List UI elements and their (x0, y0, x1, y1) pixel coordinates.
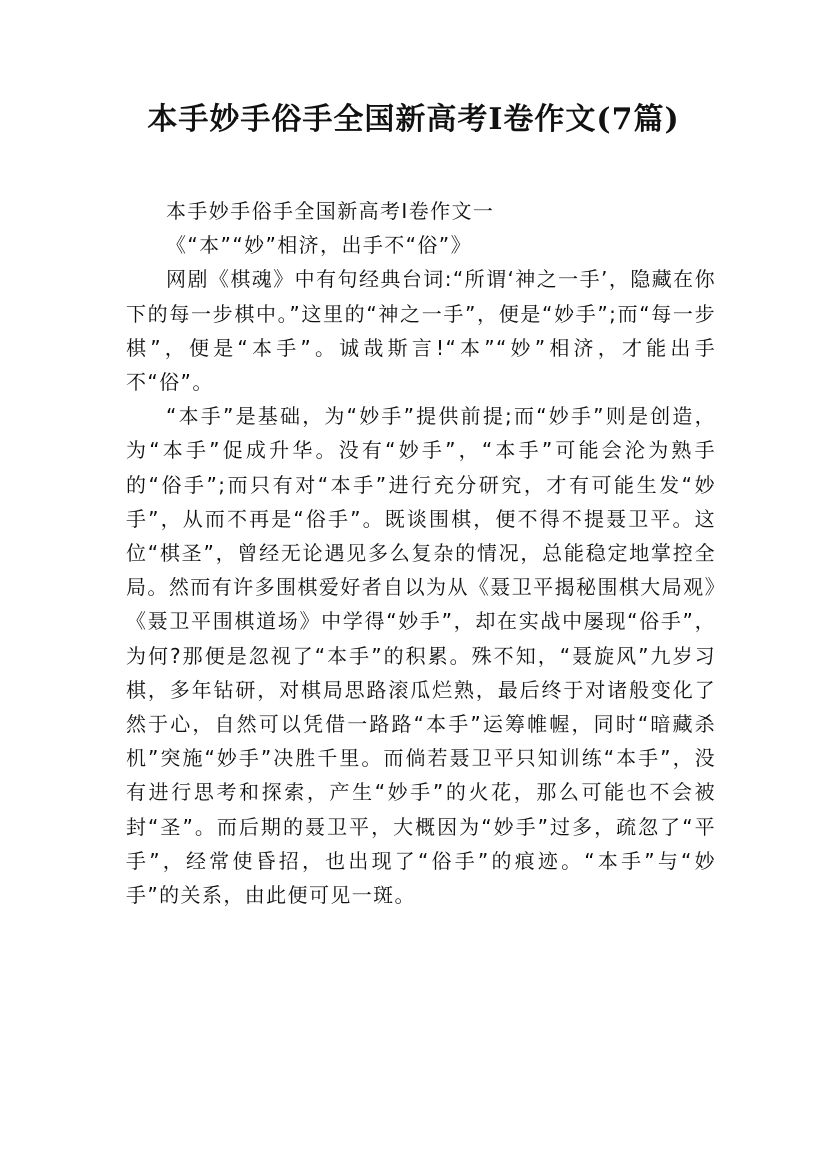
document-body (126, 194, 716, 912)
paragraph-1: 网剧《棋魂》中有句经典台词:“所谓‘神之一手’，隐藏在你下的每一步棋中。”这里的“神之一手”，便是“妙手”;而“每一步棋”，便是“本手”。诚哉斯言!“本”“妙”相济，才能出手不“俗”。 (126, 267, 716, 395)
paragraph-2: “本手”是基础，为“妙手”提供前提;而“妙手”则是创造，为“本手”促成升华。没有“妙手”，“本手”可能会沦为熟手的“俗手”;而只有对“本手”进行充分研究，才有可能生发“妙手”，从而不再是“俗手”。既谈围棋，便不得不提聂卫平。这位“棋圣”，曾经无论遇见多么复杂的情况，总能稳定地掌控全局。然而有许多围棋爱好者自以为从《聂卫平揭秘围棋大局观》《聂卫平围棋道场》中学得“妙手”，却在实战中屡现“俗手”，为何?那便是忽视了“本手”的积累。殊不知，“聂旋风”九岁习棋，多年钻研，对棋局思路滚瓜烂熟，最后终于对诸般变化了然于心，自然可以凭借一路路“本手”运筹帷幄，同时“暗藏杀机”突施“妙手”决胜千里。而倘若聂卫平只知训练“本手”，没有进行思考和探索，产生“妙手”的火花，那么可能也不会被封“圣”。而后期的聂卫平，大概因为“妙手”过多，疏忽了“平手”，经常使昏招，也出现了“俗手”的痕迹。“本手”与“妙手”的关系，由此便可见一斑。 (126, 404, 716, 908)
document-title: 本手妙手俗手全国新高考Ⅰ卷作文(7篇) (147, 102, 680, 137)
essay-subtitle: 本手妙手俗手全国新高考Ⅰ卷作文一 (166, 199, 495, 223)
essay-title: 《“本”“妙”相济，出手不“俗”》 (166, 233, 472, 258)
